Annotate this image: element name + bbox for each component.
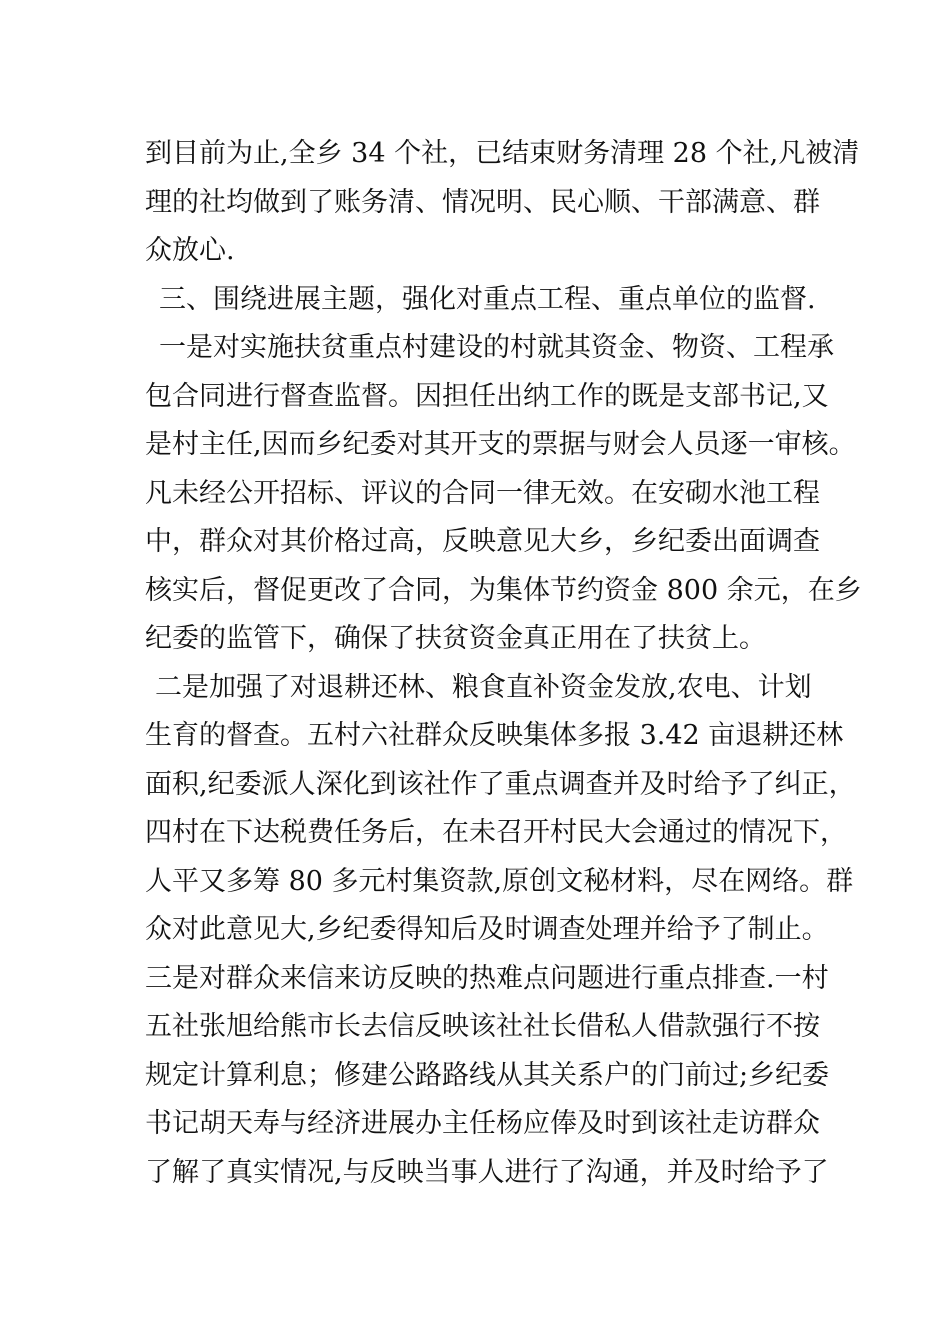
text-line: 三是对群众来信来访反映的热难点问题进行重点排查.一村 <box>145 962 829 994</box>
text-line: 一是对实施扶贫重点村建设的村就其资金、物资、工程承 <box>159 332 834 363</box>
text-line: 众放心. <box>145 235 235 266</box>
text-line: 规定计算利息；修建公路路线从其关系户的门前过;乡纪委 <box>145 1059 830 1091</box>
text-line: 核实后，督促更改了合同，为集体节约资金 800 余元，在乡 <box>145 574 862 606</box>
text-line: 理的社均做到了账务清、情况明、民心顺、干部满意、群 <box>145 186 820 218</box>
text-line: 中，群众对其价格过高，反映意见大乡，乡纪委出面调查 <box>145 526 820 557</box>
text-line: 包合同进行督查监督。因担任出纳工作的既是支部书记,又 <box>145 380 829 412</box>
text-line: 纪委的监管下，确保了扶贫资金真正用在了扶贫上。 <box>145 623 766 654</box>
text-line: 四村在下达税费任务后，在未召开村民大会通过的情况下， <box>145 817 847 848</box>
text-line: 生育的督查。五村六社群众反映集体多报 3.42 亩退耕还林 <box>145 720 844 751</box>
text-line: 五社张旭给熊市长去信反映该社社长借私人借款强行不按 <box>145 1011 820 1042</box>
text-line: 人平又多筹 80 多元村集资款,原创文秘材料，尽在网络。群 <box>145 865 854 897</box>
text-line: 是村主任,因而乡纪委对其开支的票据与财会人员逐一审核。 <box>145 429 856 460</box>
text-line: 二是加强了对退耕还林、粮食直补资金发放,农电、计划 <box>155 671 812 703</box>
document-body <box>145 130 862 1197</box>
text-line: 面积,纪委派人深化到该社作了重点调查并及时给予了纠正， <box>145 768 856 800</box>
text-line: 凡未经公开招标、评议的合同一律无效。在安砌水池工程 <box>145 477 820 509</box>
section-heading: 三、围绕进展主题，强化对重点工程、重点单位的监督. <box>159 283 816 315</box>
text-line: 到目前为止,全乡 34 个社，已结束财务清理 28 个社,凡被清 <box>145 138 860 169</box>
text-line: 了解了真实情况,与反映当事人进行了沟通，并及时给予了 <box>145 1156 829 1188</box>
text-line: 书记胡天寿与经济进展办主任杨应俸及时到该社走访群众 <box>145 1108 820 1139</box>
text-line: 众对此意见大,乡纪委得知后及时调查处理并给予了制止。 <box>145 914 829 945</box>
